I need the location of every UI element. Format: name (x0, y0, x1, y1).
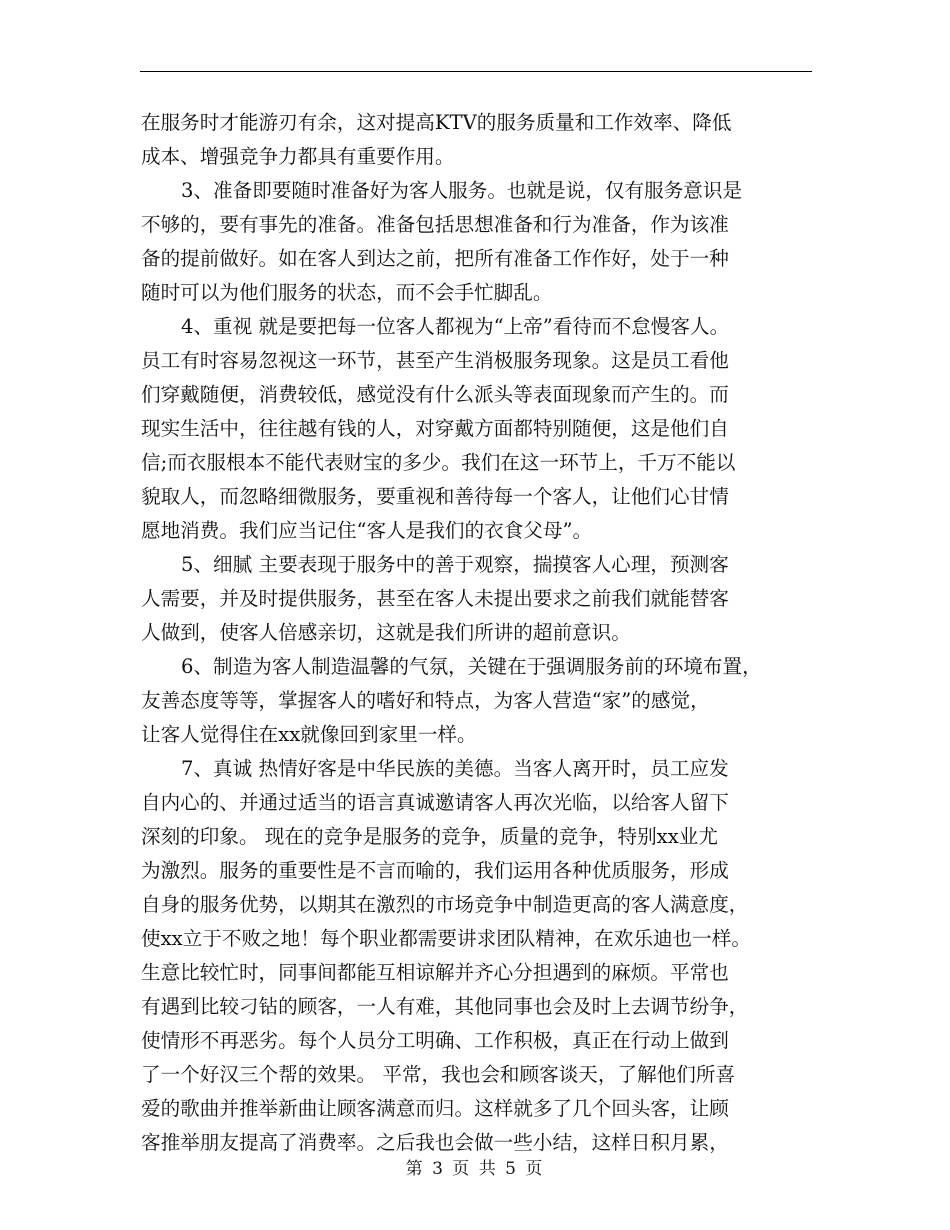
text-line: 让客人觉得住在xx就像回到家里一样。 (141, 723, 477, 746)
text-line: 在服务时才能游刃有余，这对提高KTV的服务质量和工作效率、降低 (141, 111, 732, 134)
text-line: 使xx立于不败之地！每个职业都需要讲求团队精神，在欢乐迪也一样。 (141, 927, 751, 950)
text-line: 使情形不再恶劣。每个人员分工明确、工作积极，真正在行动上做到 (141, 1029, 729, 1052)
page-footer: 第 3 页 共 5 页 (405, 1159, 545, 1179)
text-line: 人做到，使客人倍感亲切，这就是我们所讲的超前意识。 (141, 621, 631, 644)
text-line: 深刻的印象。 现在的竞争是服务的竞争，质量的竞争，特别xx业尤 (141, 825, 718, 848)
text-line: 爱的歌曲并推举新曲让顾客满意而归。这样就多了几个回头客，让顾 (141, 1097, 729, 1120)
text-line: 客推举朋友提高了消费率。之后我也会做一些小结，这样日积月累， (141, 1131, 729, 1154)
text-line: 自内心的、并通过适当的语言真诚邀请客人再次光临，以给客人留下 (141, 791, 729, 814)
text-line: 生意比较忙时，同事间都能互相谅解并齐心分担遇到的麻烦。平常也 (141, 961, 729, 984)
text-line: 了一个好汉三个帮的效果。 平常，我也会和顾客谈天，了解他们所喜 (141, 1063, 736, 1086)
text-line: 5、细腻 主要表现于服务中的善于观察，揣摸客人心理，预测客 (181, 553, 729, 576)
text-line: 愿地消费。我们应当记住“客人是我们的衣食父母”。 (141, 519, 593, 542)
text-line: 4、重视 就是要把每一位客人都视为“上帝”看待而不怠慢客人。 (181, 315, 730, 338)
text-line: 随时可以为他们服务的状态，而不会手忙脚乱。 (141, 281, 553, 304)
text-line: 现实生活中，往往越有钱的人，对穿戴方面都特别随便，这是他们自 (141, 417, 729, 440)
header-rule (140, 71, 812, 72)
document-body (141, 106, 821, 1160)
text-line: 自身的服务优势，以期其在激烈的市场竞争中制造更高的客人满意度， (141, 893, 749, 916)
text-line: 友善态度等等，掌握客人的嗜好和特点，为客人营造“家”的感觉， (141, 689, 710, 712)
text-line: 成本、增强竞争力都具有重要作用。 (141, 145, 455, 168)
text-line: 7、真诚 热情好客是中华民族的美德。当客人离开时，员工应发 (181, 757, 729, 780)
text-line: 信;而衣服根本不能代表财宝的多少。我们在这一环节上，千万不能以 (141, 451, 736, 474)
text-line: 6、制造为客人制造温馨的气氛，关键在于强调服务前的环境布置， (181, 655, 762, 678)
text-line: 不够的，要有事先的准备。准备包括思想准备和行为准备，作为该准 (141, 213, 729, 236)
text-line: 人需要，并及时提供服务，甚至在客人未提出要求之前我们就能替客 (141, 587, 729, 610)
text-line: 貌取人，而忽略细微服务，要重视和善待每一个客人，让他们心甘情 (141, 485, 729, 508)
text-line: 备的提前做好。如在客人到达之前，把所有准备工作作好，处于一种 (141, 247, 729, 270)
text-line: 为激烈。服务的重要性是不言而喻的，我们运用各种优质服务，形成 (141, 859, 729, 882)
text-line: 有遇到比较刁钻的顾客，一人有难，其他同事也会及时上去调节纷争， (141, 995, 749, 1018)
text-line: 们穿戴随便，消费较低，感觉没有什么派头等表面现象而产生的。而 (141, 383, 729, 406)
text-line: 员工有时容易忽视这一环节，甚至产生消极服务现象。这是员工看他 (141, 349, 729, 372)
text-line: 3、准备即要随时准备好为客人服务。也就是说，仅有服务意识是 (181, 179, 743, 202)
